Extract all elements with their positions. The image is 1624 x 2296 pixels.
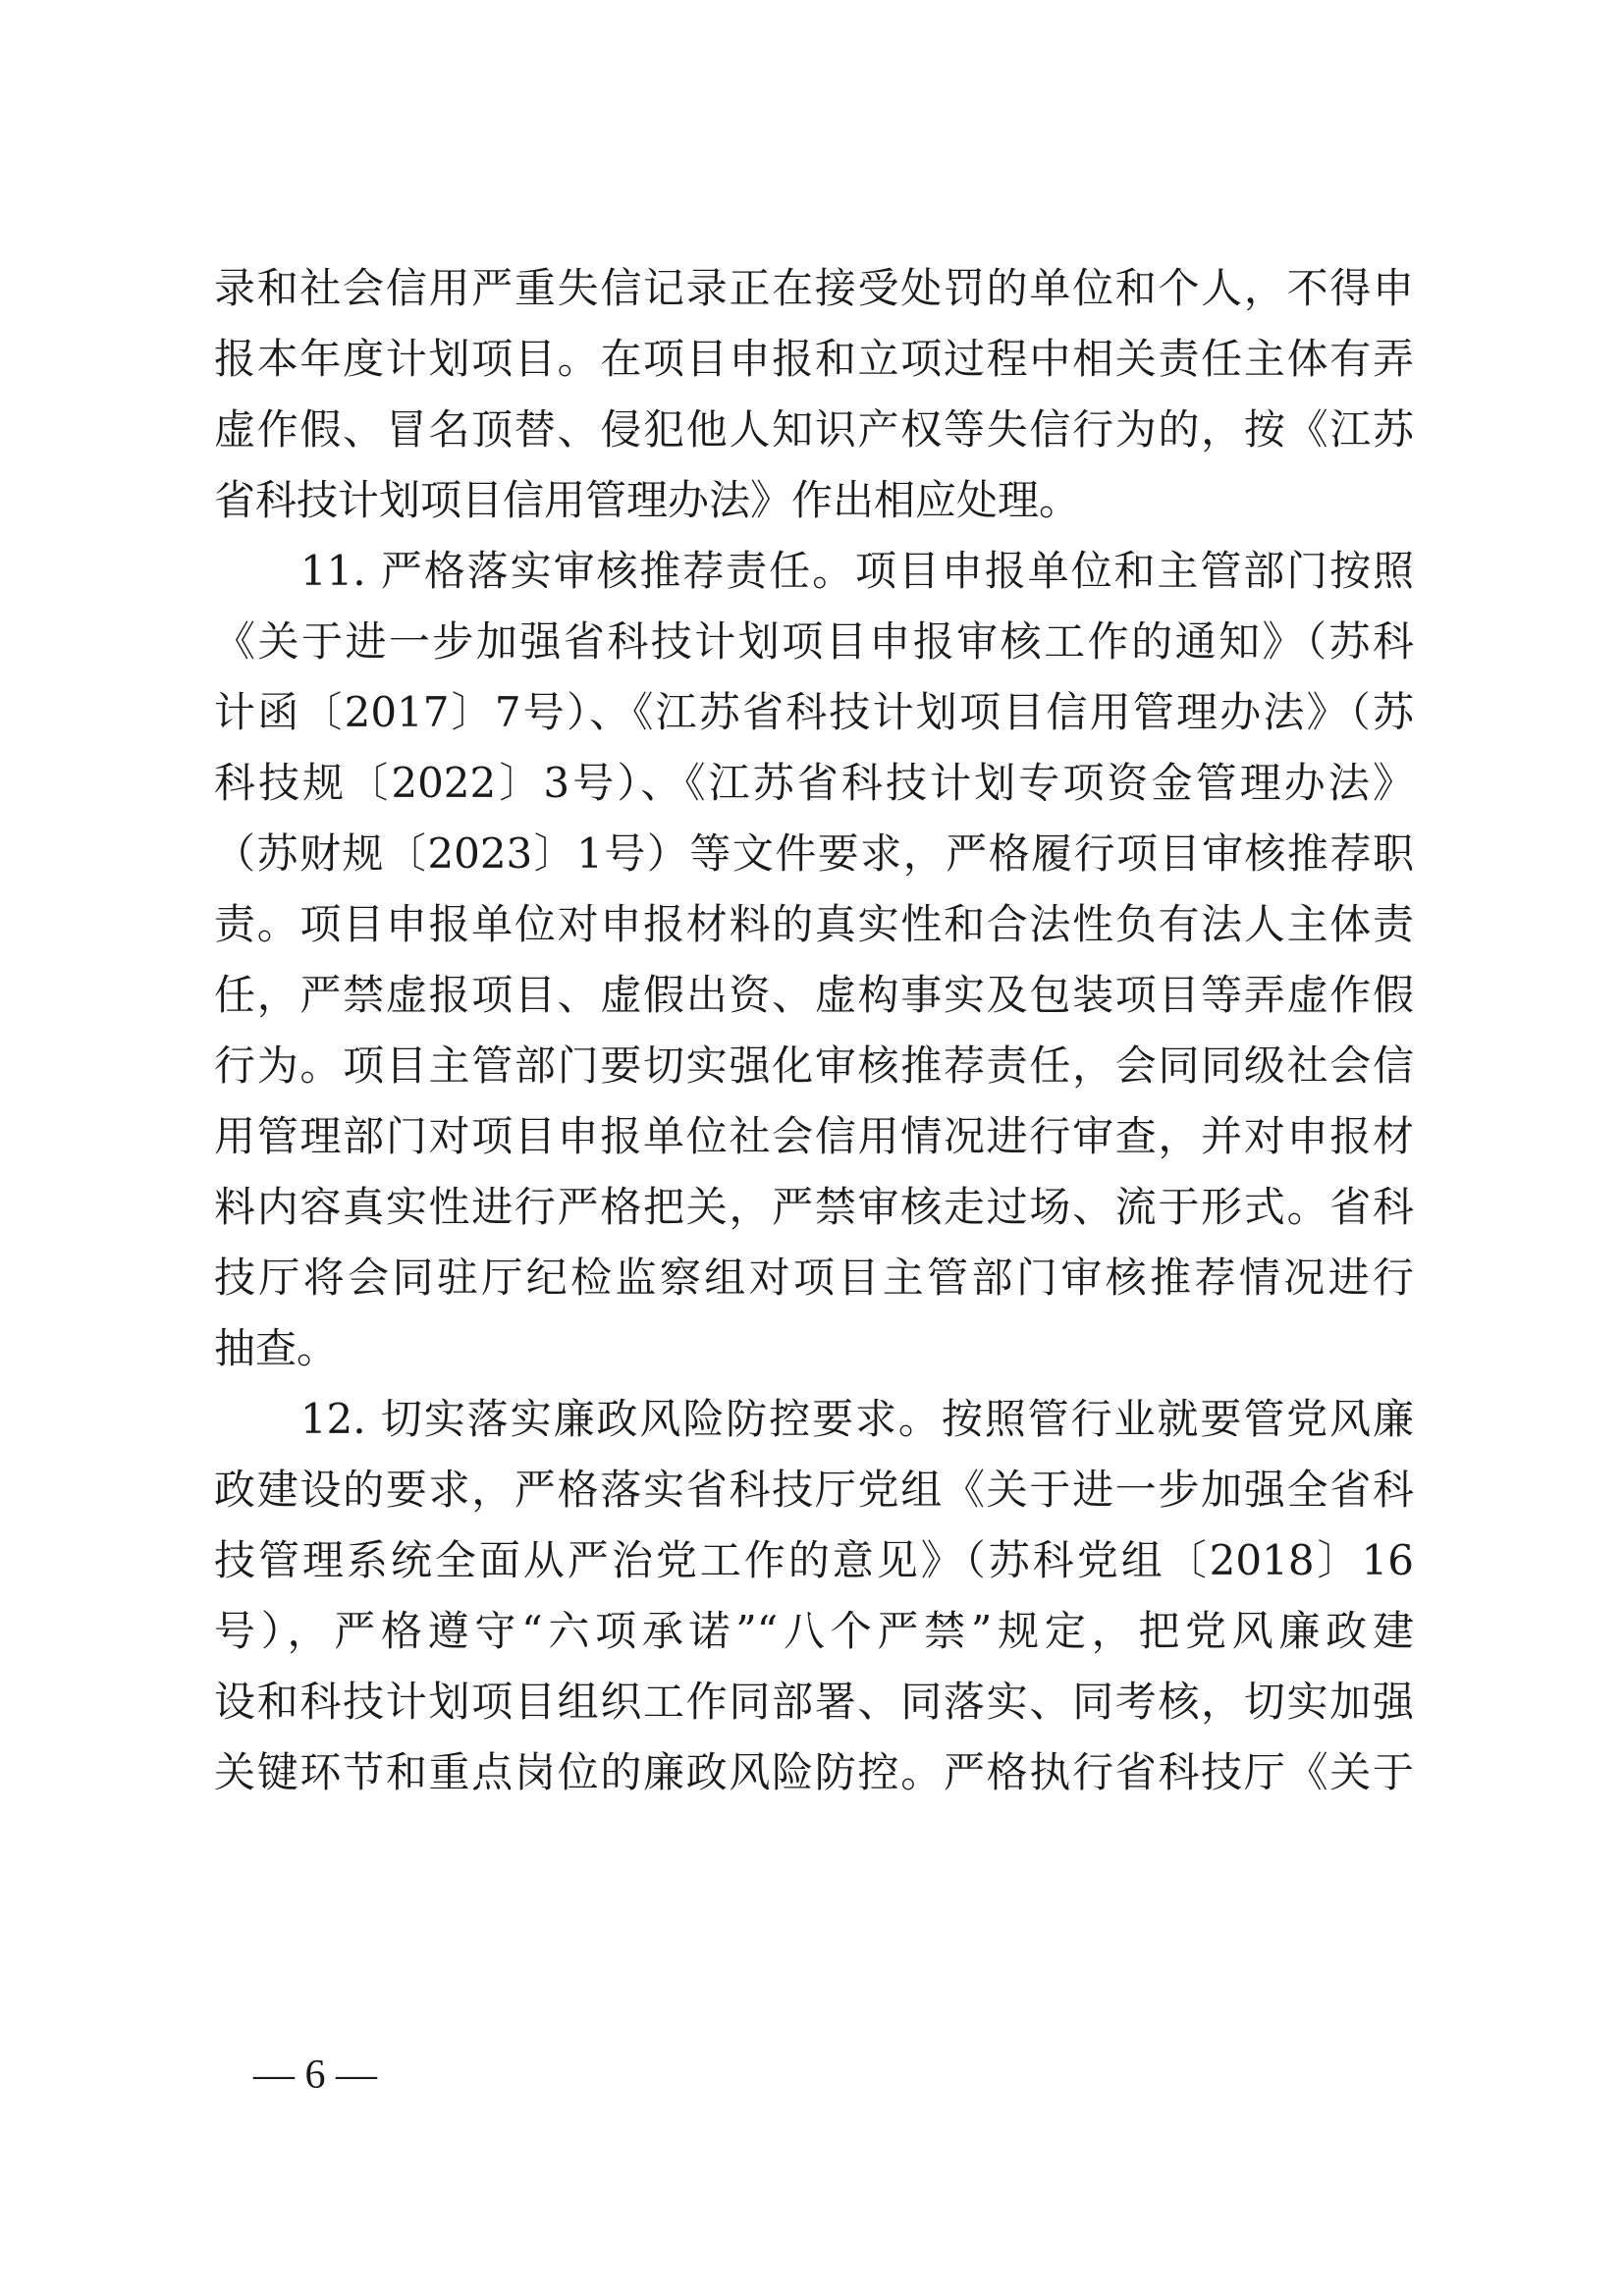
paragraph-item-12 [214, 1384, 1414, 1808]
text-line: 科技规〔2022〕3号）、《江苏省科技计划专项资金管理办法》 [214, 759, 1414, 807]
text-line: 任，严禁虚报项目、虚假出资、虚构事实及包装项目等弄虚作假 [214, 971, 1414, 1019]
text-line: 料内容真实性进行严格把关，严禁审核走过场、流于形式。省科 [214, 1183, 1414, 1231]
text-line: 设和科技计划项目组织工作同部署、同落实、同考核，切实加强 [214, 1678, 1414, 1726]
text-line: 号），严格遵守“六项承诺”“八个严禁”规定，把党风廉政建 [214, 1607, 1414, 1655]
text-line: 政建设的要求，严格落实省科技厅党组《关于进一步加强全省科 [214, 1466, 1414, 1514]
text-line: （苏财规〔2023〕1号）等文件要求，严格履行项目审核推荐职 [214, 829, 1414, 878]
text-line: 11. 严格落实审核推荐责任。项目申报单位和主管部门按照 [214, 547, 1414, 595]
body-text [214, 253, 1414, 1808]
text-line: 《关于进一步加强省科技计划项目申报审核工作的通知》（苏科 [214, 617, 1414, 666]
text-line: 技管理系统全面从严治党工作的意见》（苏科党组〔2018〕16 [214, 1536, 1414, 1584]
text-line: 行为。项目主管部门要切实强化审核推荐责任，会同同级社会信 [214, 1041, 1414, 1090]
text-line: 抽查。 [214, 1324, 339, 1372]
text-line: 关键环节和重点岗位的廉政风险防控。严格执行省科技厅《关于 [214, 1748, 1414, 1796]
text-line: 技厅将会同驻厅纪检监察组对项目主管部门审核推荐情况进行 [214, 1254, 1414, 1302]
text-line: 省科技计划项目信用管理办法》作出相应处理。 [214, 476, 1081, 524]
text-line: 录和社会信用严重失信记录正在接受处罚的单位和个人，不得申 [214, 264, 1414, 312]
text-line: 责。项目申报单位对申报材料的真实性和合法性负有法人主体责 [214, 900, 1414, 948]
text-line: 12. 切实落实廉政风险防控要求。按照管行业就要管党风廉 [214, 1395, 1414, 1443]
page-number: — 6 — [253, 2053, 377, 2098]
text-line: 计函〔2017〕7号）、《江苏省科技计划项目信用管理办法》（苏 [214, 688, 1414, 736]
text-line: 用管理部门对项目申报单位社会信用情况进行审查，并对申报材 [214, 1112, 1414, 1160]
text-line: 报本年度计划项目。在项目申报和立项过程中相关责任主体有弄 [214, 335, 1414, 383]
text-line: 虚作假、冒名顶替、侵犯他人知识产权等失信行为的，按《江苏 [214, 405, 1414, 454]
paragraph-item-11 [214, 536, 1414, 1384]
paragraph-credit-handling [214, 253, 1414, 536]
